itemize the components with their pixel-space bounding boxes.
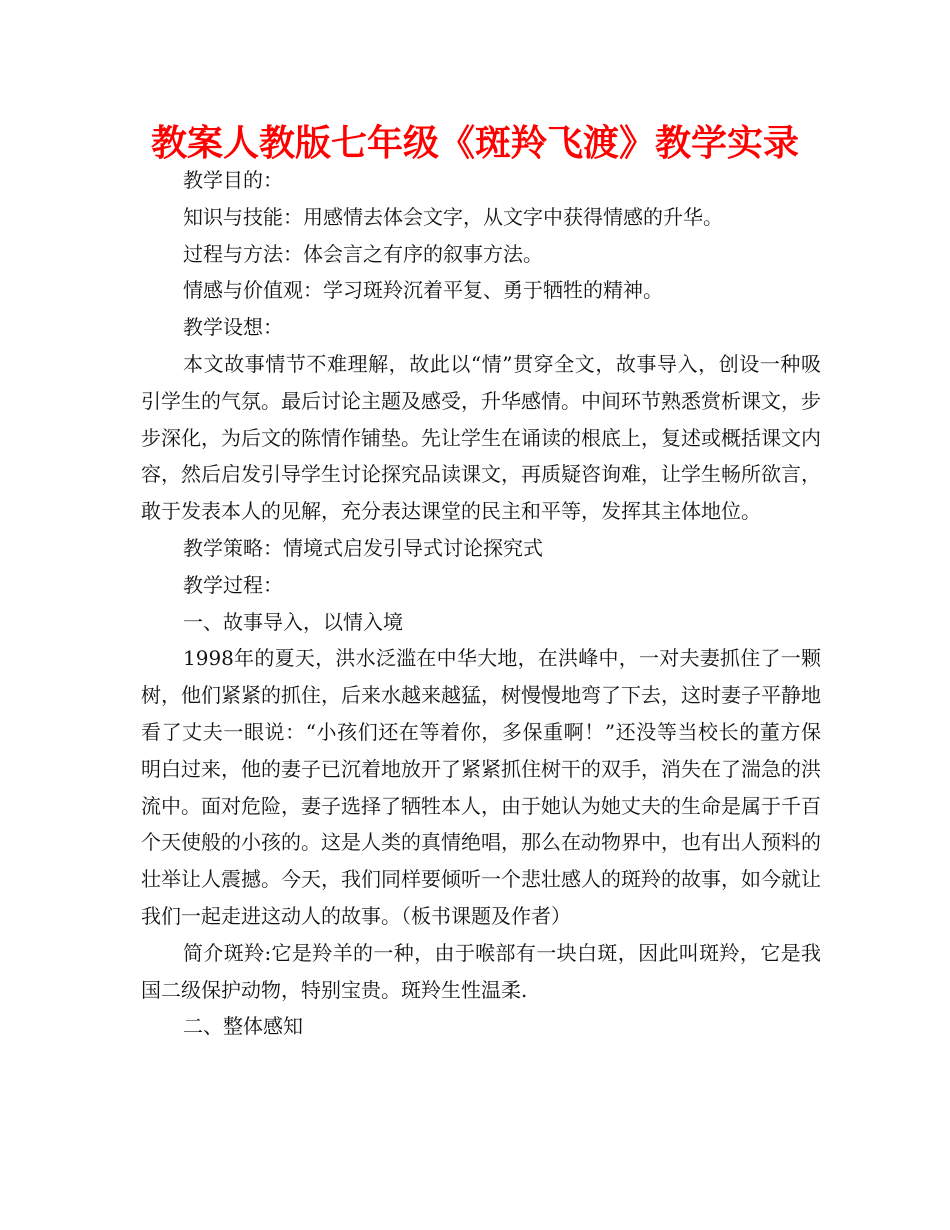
paragraph-teaching-strategy: 教学策略：情境式启发引导式讨论探究式 <box>183 535 543 560</box>
heading-teaching-process: 教学过程： <box>183 572 283 597</box>
section-heading-overall-perception: 二、整体感知 <box>183 1014 303 1039</box>
document-title: 教案人教版七年级《斑羚飞渡》教学实录 <box>150 123 799 164</box>
paragraph-antelope-intro: 简介斑羚:它是羚羊的一种，由于喉部有一块白斑，因此叫斑羚，它是我国二级保护动物，特别宝贵。斑羚生性温柔. <box>141 940 821 1002</box>
paragraph-emotion-values: 情感与价值观：学习斑羚沉着平复、勇于牺牲的精神。 <box>183 278 663 303</box>
heading-teaching-goals: 教学目的： <box>183 168 283 192</box>
document-body <box>141 162 821 1045</box>
heading-teaching-design: 教学设想： <box>183 315 283 340</box>
paragraph-flood-story: 1998年的夏天，洪水泛滥在中华大地，在洪峰中，一对夫妻抓住了一颗树，他们紧紧的抓住，后来水越来越猛，树慢慢地弯了下去，这时妻子平静地看了丈夫一眼说：“小孩们还在等着你，多保重啊！”还没等当校长的董方保明白过来，他的妻子已沉着地放开了紧紧抓住树干的双手，消失在了湍急的洪流中。面对危险，妻子选择了牺牲本人，由于她认为她丈夫的生命是属于千百个天使般的小孩的。这是人类的真情绝唱，那么在动物界中，也有出人预料的壮举让人震撼。今天，我们同样要倾听一个悲壮感人的斑羚的故事，如今就让我们一起走进这动人的故事。（板书课题及作者） <box>141 646 821 928</box>
section-heading-story-intro: 一、故事导入，以情入境 <box>183 609 403 634</box>
paragraph-knowledge-skills: 知识与技能：用感情去体会文字，从文字中获得情感的升华。 <box>183 204 723 229</box>
paragraph-process-method: 过程与方法：体会言之有序的叙事方法。 <box>183 241 543 266</box>
paragraph-design-description: 本文故事情节不难理解，故此以“情”贯穿全文，故事导入，创设一种吸引学生的气氛。最后讨论主题及感受，升华感情。中间环节熟悉赏析课文，步步深化，为后文的陈情作铺垫。先让学生在诵读的根底上，复述或概括课文内容，然后启发引导学生讨论探究品读课文，再质疑咨询难，让学生畅所欲言，敢于发表本人的见解，充分表达课堂的民主和平等，发挥其主体地位。 <box>141 351 821 524</box>
